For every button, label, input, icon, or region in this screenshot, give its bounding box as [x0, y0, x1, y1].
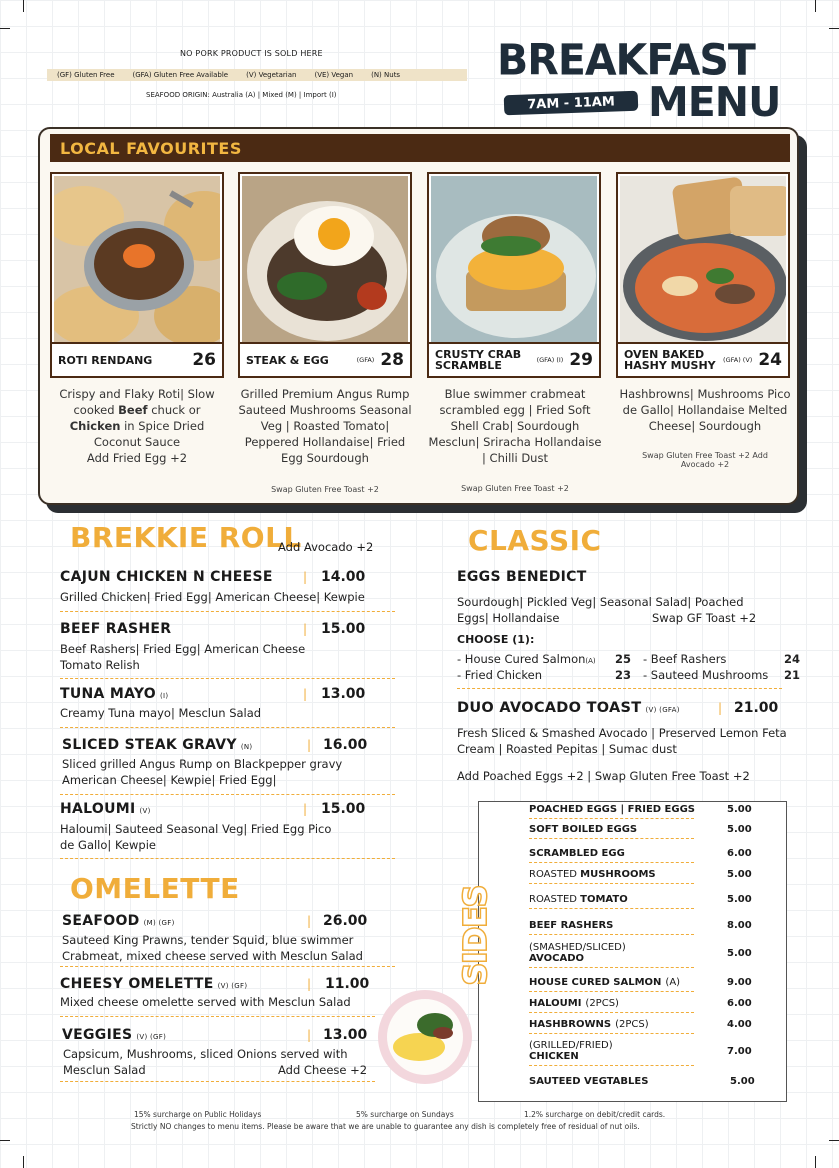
- divider: [529, 908, 694, 909]
- side-item-name: [529, 824, 699, 835]
- choice-price: 24: [784, 652, 801, 666]
- side-item-prefix: ROASTED: [529, 869, 581, 880]
- classic-title: CLASSIC: [468, 524, 602, 557]
- side-item-price: 6.00: [727, 998, 752, 1009]
- roti-rendang-photo: [54, 176, 220, 342]
- dish-price: 24: [758, 350, 782, 370]
- side-item-prefix: (GRILLED/FRIED): [529, 1040, 613, 1051]
- side-item-main: HASHBROWNS: [529, 1019, 612, 1030]
- dish-extra: Add Fried Egg +2: [86, 451, 188, 465]
- choice-price: 23: [615, 668, 632, 682]
- menu-item-name: VEGGIES (V) (GF): [62, 1027, 167, 1043]
- menu-item-name: HALOUMI (V): [60, 801, 151, 817]
- dish-name-bar: [618, 342, 788, 376]
- menu-title-menu: MENU: [648, 78, 781, 126]
- divider: [529, 991, 694, 992]
- menu-item-price: 26.00: [323, 913, 368, 929]
- divider: [529, 838, 694, 839]
- divider: [529, 1033, 694, 1034]
- price-divider: |: [307, 1028, 312, 1042]
- crop-mark: [23, 1156, 24, 1168]
- side-item-main: POACHED EGGS | FRIED EGGS: [529, 804, 696, 815]
- surcharge-card: 1.2% surcharge on debit/credit cards.: [524, 1110, 666, 1119]
- side-item-price: 5.00: [727, 894, 752, 905]
- crop-mark: [815, 1156, 816, 1168]
- side-item-price: 5.00: [727, 948, 752, 959]
- side-item-main: SAUTEED VEGTABLES: [529, 1076, 649, 1087]
- divider: [60, 966, 395, 967]
- crop-mark: [0, 1140, 10, 1141]
- dish-name-bar: [429, 342, 599, 376]
- dish-price: 28: [380, 350, 404, 370]
- choice-name: - Beef Rashers: [643, 652, 727, 666]
- side-item-name: [529, 894, 699, 905]
- side-item-name: [529, 869, 699, 880]
- surcharge-sundays: 5% surcharge on Sundays: [356, 1110, 454, 1119]
- eggs-benedict-name: EGGS BENEDICT: [457, 569, 587, 585]
- disclaimer: Strictly NO changes to menu items. Please be aware that we are unable to guarantee any dish is completely free of residual of nut oils.: [131, 1122, 640, 1131]
- dish-description: Crispy and Flaky Roti| Slow cooked Beef chuck or Chicken in Spice Dried Coconut Sauce: [59, 387, 215, 449]
- seafood-origin: SEAFOOD ORIGIN: Australia (A) | Mixed (M) | Import (I): [146, 91, 337, 99]
- choice-price: 21: [784, 668, 801, 682]
- crop-mark: [815, 0, 816, 12]
- dish-description: Blue swimmer crabmeat scrambled egg | Fried Soft Shell Crab| Sourdough Mesclun| Sriracha Hollandaise | Chilli Dust: [428, 387, 602, 465]
- divider: [60, 678, 395, 679]
- menu-item-name: SEAFOOD (M) (GF): [62, 913, 175, 929]
- dish-name: OVEN BAKED HASHY MUSHY: [624, 348, 716, 372]
- side-item-main: SOFT BOILED EGGS: [529, 824, 638, 835]
- side-item-name: [529, 920, 699, 931]
- side-item-price: 5.00: [730, 1076, 755, 1087]
- legend-ve: (VE) Vegan: [314, 71, 354, 79]
- dish-price: 26: [192, 350, 216, 370]
- price-divider: |: [303, 802, 308, 816]
- divider: [529, 883, 694, 884]
- menu-item-price: 13.00: [321, 686, 366, 702]
- hashy-mushy-photo: [620, 176, 786, 342]
- choice-name: - Sauteed Mushrooms: [643, 668, 769, 682]
- choice-name: - House Cured Salmon(A): [457, 652, 596, 666]
- divider: [60, 858, 395, 859]
- brekkie-roll-note: Add Avocado +2: [278, 540, 374, 554]
- side-item-price: 6.00: [727, 848, 752, 859]
- dish-tag: (GFA) (I): [536, 356, 564, 364]
- svg-text:SIDES: SIDES: [458, 885, 494, 985]
- steak-egg-photo: [242, 176, 408, 342]
- side-item-name: [529, 977, 699, 988]
- side-item-price: 5.00: [727, 824, 752, 835]
- price-divider: |: [303, 570, 308, 584]
- surcharge-holidays: 15% surcharge on Public Holidays: [134, 1110, 262, 1119]
- dish-description: Hashbrowns| Mushrooms Pico de Gallo| Hollandaise Melted Cheese| Sourdough: [619, 387, 791, 433]
- price-divider: |: [307, 977, 312, 991]
- dish-card-hashy-mushy[interactable]: [616, 172, 790, 378]
- legend-n: (N) Nuts: [371, 71, 401, 79]
- menu-item-extra: Add Cheese +2: [278, 1063, 368, 1077]
- divider: [529, 862, 694, 863]
- side-item-main: BEEF RASHERS: [529, 920, 614, 931]
- duo-avocado-name: DUO AVOCADO TOAST (V) (GFA): [457, 700, 680, 716]
- crop-mark: [829, 1140, 839, 1141]
- menu-item-desc: Capsicum, Mushrooms, sliced Onions served with Mesclun Salad: [63, 1047, 348, 1077]
- crop-mark: [0, 28, 10, 29]
- dish-name: CRUSTY CRAB SCRAMBLE: [435, 348, 522, 372]
- side-item-name: [529, 848, 699, 859]
- side-item-tag: (A): [665, 977, 681, 988]
- menu-item-price: 11.00: [325, 976, 370, 992]
- menu-item-desc: Grilled Chicken| Fried Egg| American Cheese| Kewpie: [60, 590, 365, 604]
- menu-item-desc: Sliced grilled Angus Rump on Blackpepper gravy American Cheese| Kewpie| Fried Egg|: [62, 757, 343, 787]
- menu-item-desc: Sauteed King Prawns, tender Squid, blue swimmer Crabmeat, mixed cheese served with Mesclun Salad: [62, 933, 363, 963]
- side-item-main: CHICKEN: [529, 1051, 579, 1062]
- dish-extra: Swap Gluten Free Toast +2: [271, 485, 379, 494]
- duo-avocado-extra: Add Poached Eggs +2 | Swap Gluten Free Toast +2: [457, 769, 750, 783]
- brekkie-roll-title: BREKKIE ROLL: [70, 521, 302, 554]
- side-item-tag: (2PCS): [585, 998, 619, 1009]
- divider: [529, 1012, 694, 1013]
- divider: [529, 967, 694, 968]
- divider: [529, 1065, 694, 1066]
- sides-title: [447, 885, 507, 985]
- dish-extra: Swap Gluten Free Toast +2: [461, 484, 569, 493]
- price-divider: |: [307, 738, 312, 752]
- side-item-tag: (2PCS): [615, 1019, 649, 1030]
- choice-price: 25: [615, 652, 632, 666]
- dish-card-roti-rendang[interactable]: [50, 172, 224, 378]
- omelette-photo: [377, 989, 473, 1085]
- local-favourites-title: LOCAL FAVOURITES: [50, 134, 790, 162]
- side-item-prefix: ROASTED: [529, 894, 581, 905]
- menu-title-breakfast: BREAKFAST: [497, 34, 755, 86]
- no-pork-notice: NO PORK PRODUCT IS SOLD HERE: [180, 49, 323, 58]
- divider: [529, 934, 694, 935]
- side-item-name: [529, 804, 699, 815]
- side-item-main: AVOCADO: [529, 953, 585, 964]
- dish-card-crusty-crab[interactable]: [427, 172, 601, 378]
- crop-mark: [23, 0, 24, 12]
- crop-mark: [829, 28, 839, 29]
- choose-label: CHOOSE (1):: [457, 633, 535, 646]
- duo-avocado-price: 21.00: [734, 700, 779, 716]
- side-item-price: 7.00: [727, 1046, 752, 1057]
- menu-item-name: TUNA MAYO (I): [60, 686, 169, 702]
- menu-item-desc: Haloumi| Sauteed Seasonal Veg| Fried Egg Pico de Gallo| Kewpie: [60, 822, 332, 852]
- side-item-name: [529, 1040, 699, 1062]
- side-item-price: 5.00: [727, 869, 752, 880]
- divider: [457, 688, 782, 689]
- side-item-main: HALOUMI: [529, 998, 582, 1009]
- menu-item-desc: Mixed cheese omelette served with Mesclun Salad: [60, 995, 351, 1009]
- duo-avocado-desc: Fresh Sliced & Smashed Avocado | Preserved Lemon Feta Cream | Roasted Pepitas | Sumac dust: [457, 726, 787, 756]
- side-item-main: TOMATO: [580, 894, 628, 905]
- dish-name-bar: [52, 342, 222, 376]
- side-item-name: [529, 1019, 699, 1030]
- menu-item-name: CHEESY OMELETTE (V) (GF): [60, 976, 248, 992]
- dish-description: Grilled Premium Angus Rump Sauteed Mushrooms Seasonal Veg | Roasted Tomato| Peppered Hollandaise| Fried Egg Sourdough: [238, 387, 412, 465]
- legend-v: (V) Vegetarian: [246, 71, 297, 79]
- side-item-name: [529, 942, 699, 964]
- price-divider: |: [718, 701, 723, 715]
- menu-item-price: 15.00: [321, 621, 366, 637]
- menu-item-name: SLICED STEAK GRAVY (N): [62, 737, 253, 753]
- dish-tag: (GFA): [356, 356, 375, 364]
- dish-extra: Swap Gluten Free Toast +2 Add Avocado +2: [642, 451, 768, 469]
- menu-item-name: BEEF RASHER: [60, 621, 172, 637]
- dish-name: ROTI RENDANG: [58, 353, 153, 367]
- dish-name-bar: [240, 342, 410, 376]
- side-item-main: SCRAMBLED EGG: [529, 848, 625, 859]
- dietary-legend: [47, 69, 467, 81]
- divider: [60, 794, 395, 795]
- menu-item-price: 16.00: [323, 737, 368, 753]
- side-item-price: 9.00: [727, 977, 752, 988]
- divider: [60, 727, 395, 728]
- menu-item-price: 14.00: [321, 569, 366, 585]
- menu-item-price: 13.00: [323, 1027, 368, 1043]
- side-item-main: HOUSE CURED SALMON: [529, 977, 662, 988]
- dish-tag: (GFA) (V): [723, 356, 753, 364]
- eggs-benedict-swap: Swap GF Toast +2: [652, 611, 757, 625]
- divider: [60, 1081, 375, 1082]
- dish-name: STEAK & EGG: [246, 353, 329, 367]
- divider: [60, 611, 395, 612]
- dish-price: 29: [569, 350, 593, 370]
- side-item-main: MUSHROOMS: [580, 869, 656, 880]
- menu-item-name: CAJUN CHICKEN N CHEESE: [60, 569, 273, 585]
- menu-item-desc: Creamy Tuna mayo| Mesclun Salad: [60, 706, 262, 720]
- side-item-prefix: (SMASHED/SLICED): [529, 942, 626, 953]
- menu-item-desc: Beef Rashers| Fried Egg| American Cheese Tomato Relish: [60, 642, 306, 672]
- side-item-price: 8.00: [727, 920, 752, 931]
- choice-name: - Fried Chicken: [457, 668, 542, 682]
- dish-card-steak-egg[interactable]: [238, 172, 412, 378]
- side-item-name: [529, 998, 699, 1009]
- hours-badge: 7AM - 11AM: [504, 91, 639, 116]
- side-item-name: [529, 1076, 699, 1087]
- side-item-price: 5.00: [727, 804, 752, 815]
- legend-gfa: (GFA) Gluten Free Available: [132, 71, 229, 79]
- divider: [529, 818, 694, 819]
- menu-item-price: 15.00: [321, 801, 366, 817]
- price-divider: |: [307, 914, 312, 928]
- price-divider: |: [303, 687, 308, 701]
- crusty-crab-photo: [431, 176, 597, 342]
- omelette-title: OMELETTE: [70, 872, 240, 905]
- side-item-price: 4.00: [727, 1019, 752, 1030]
- divider: [60, 1016, 375, 1017]
- eggs-benedict-desc: Sourdough| Pickled Veg| Seasonal Salad| Poached Eggs| Hollandaise: [457, 595, 744, 625]
- legend-gf: (GF) Gluten Free: [57, 71, 115, 79]
- price-divider: |: [303, 622, 308, 636]
